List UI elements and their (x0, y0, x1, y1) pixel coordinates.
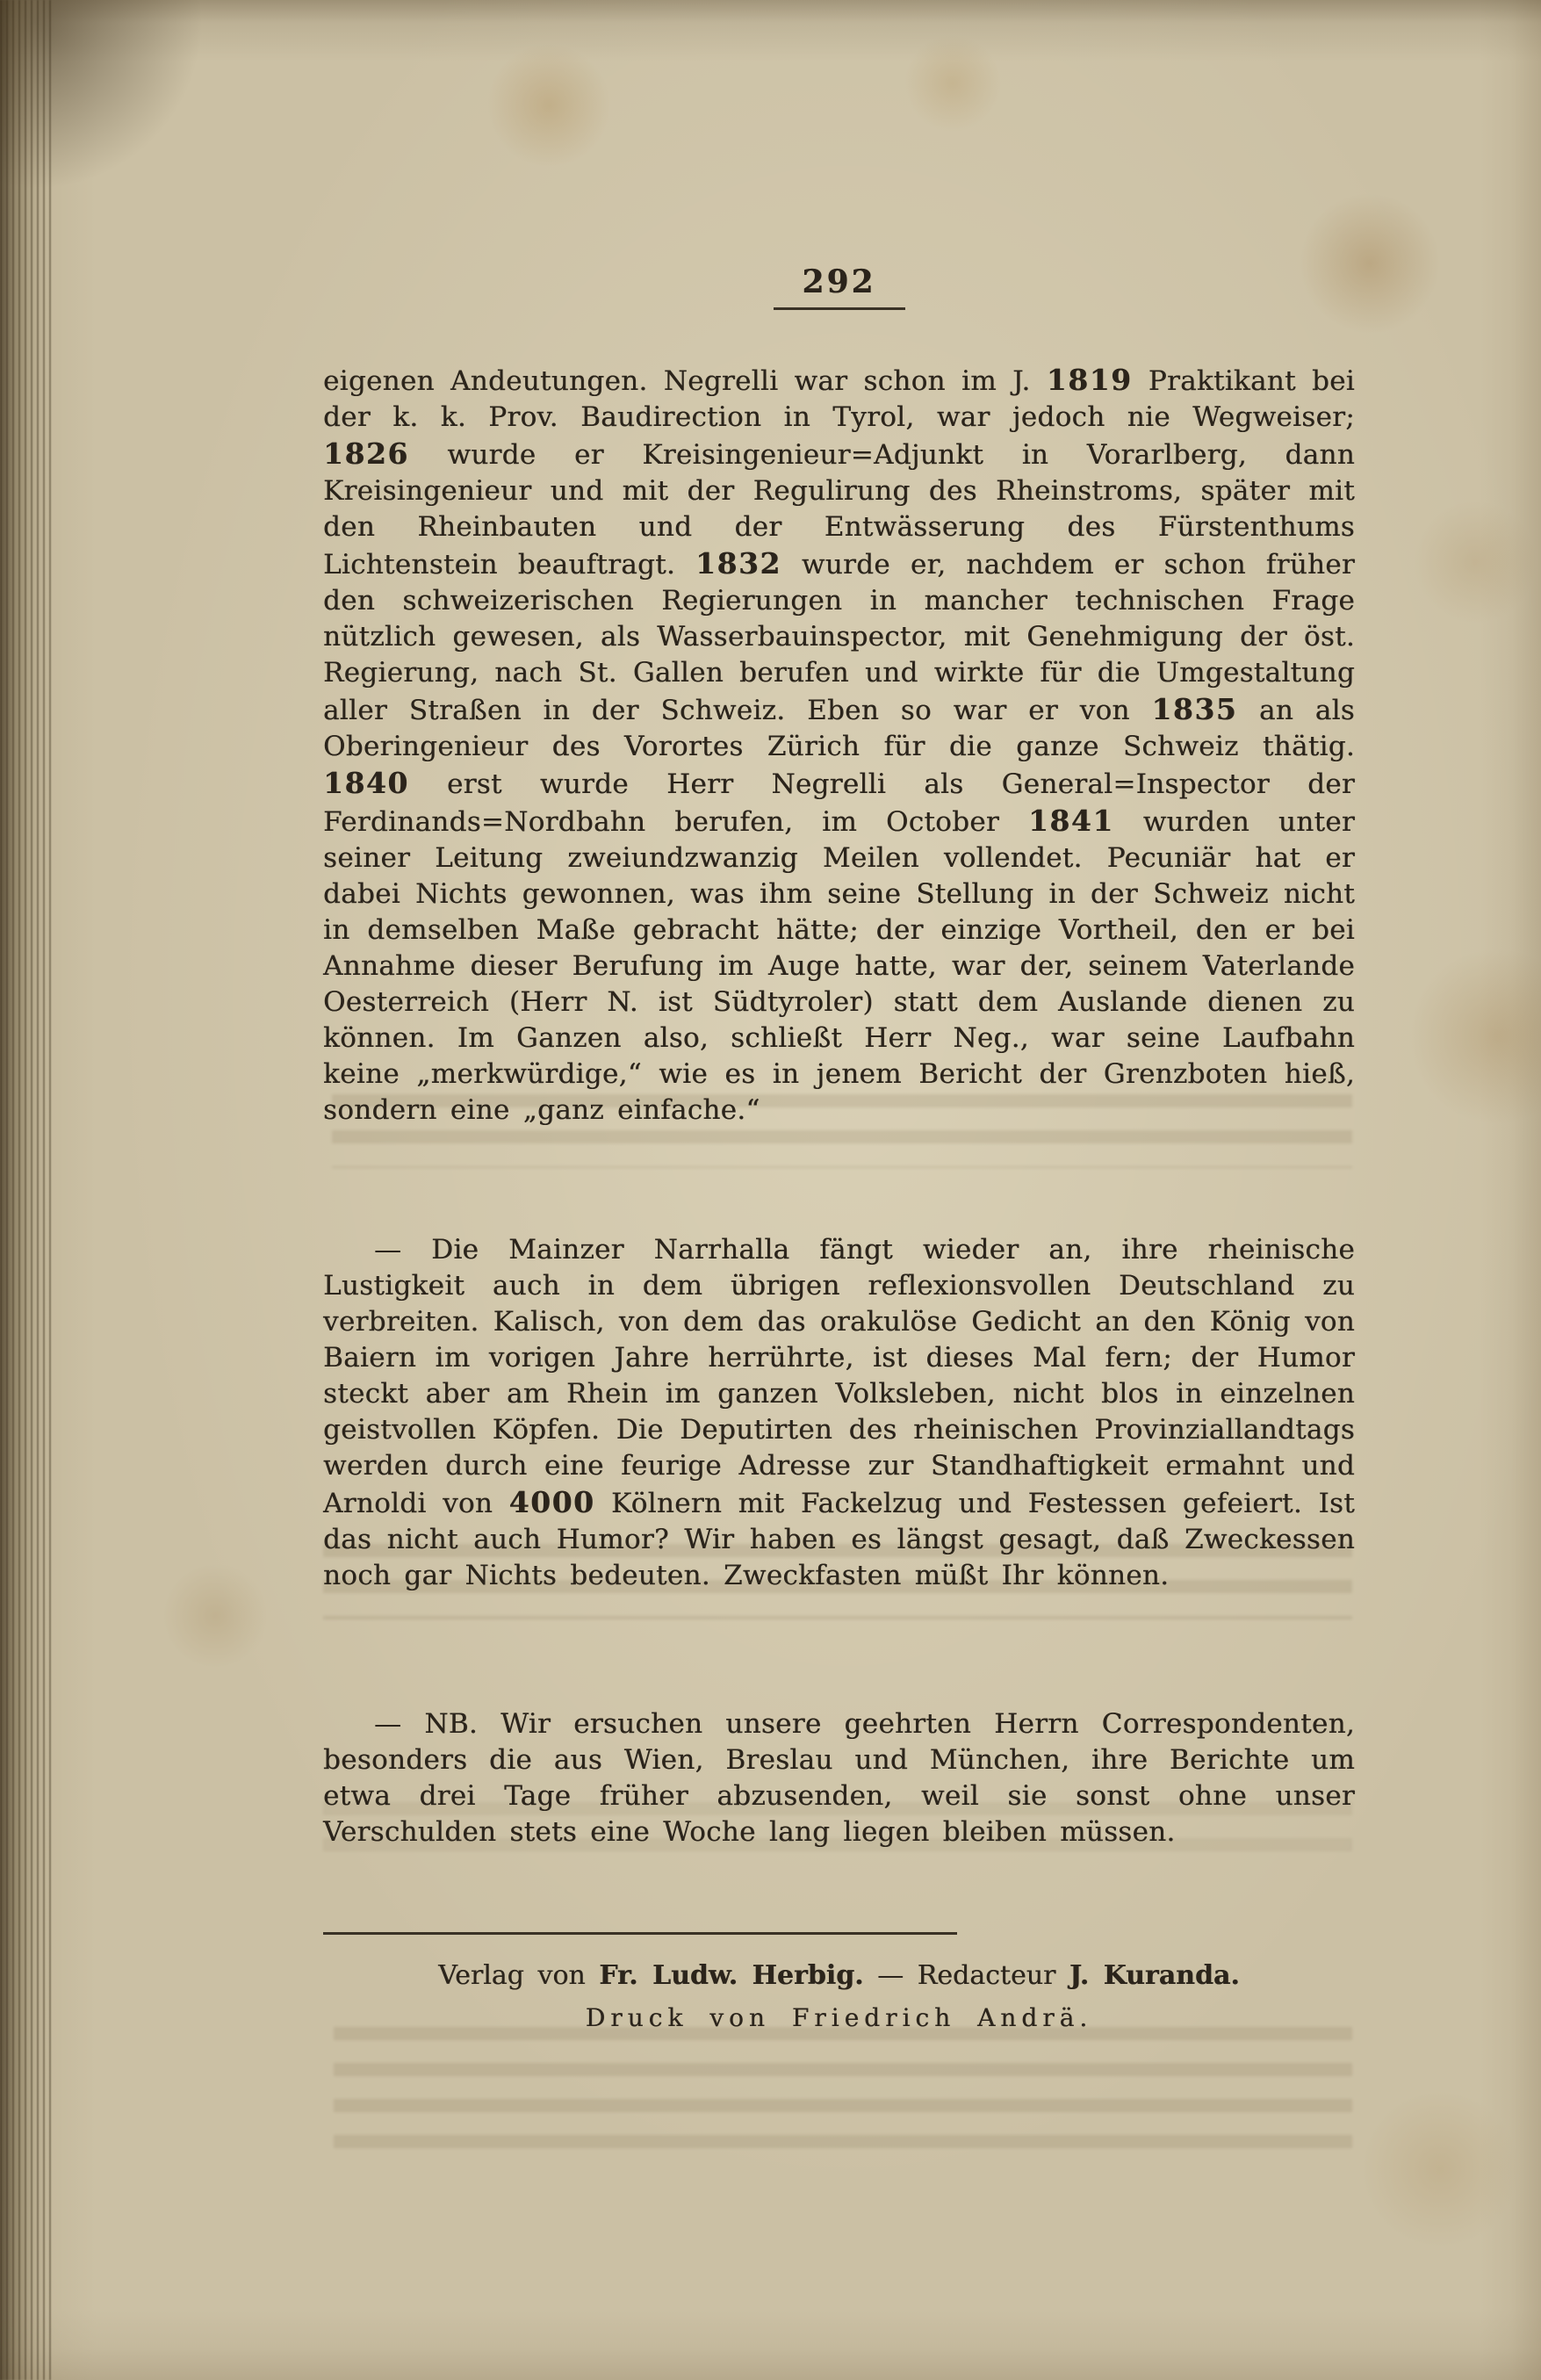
imprint-printer-line: Druck von Friedrich Andrä. (585, 2003, 1093, 2032)
text-segment: wurde er Kreisingenieur=Adjunkt in Vorarlberg, dann Kreisingenieur und mit der Regulirung des Rheinstroms, später mit den Rheinbauten und der Entwässerung des Fürstenthums Lichtenstein beauftragt. (323, 439, 1355, 581)
book-spine-page-edges (0, 0, 51, 2380)
text-segment: wurden unter seiner Leitung zweiundzwanzig Meilen vollendet. Pecuniär hat er dabei Nichts gewonnen, was ihm seine Stellung in der Schweiz nicht in demselben Maße gebracht hätte; der einzige Vortheil, den er bei Annahme dieser Berufung im Auge hatte, war der, seinem Vaterlande Oesterreich (Herr N. ist Südtyroler) statt dem Auslande dienen zu können. Im Ganzen also, schließt Herr Neg., war seine Laufbahn keine „merkwürdige,“ wie es in jenem Bericht der Grenzboten hieß, sondern eine „ganz einfache.“ (323, 806, 1355, 1126)
publisher-name: Fr. Ludw. Herbig. (599, 1960, 864, 1991)
year-1835: 1835 (1151, 692, 1238, 726)
imprint-footer (323, 1932, 1355, 2037)
text-segment: erst wurde Herr Negrelli als General=Inspector der Ferdinands=Nordbahn berufen, im October (323, 768, 1355, 838)
imprint-rule (323, 1932, 957, 1935)
body-paragraph-negrelli (323, 362, 1355, 1129)
editor-name: J. Kuranda. (1069, 1960, 1240, 1991)
text-segment: an als Oberingenieur des Vorortes Zürich für die ganze Schweiz thätig. (323, 695, 1355, 762)
text-column (323, 362, 1355, 1850)
page-header (323, 263, 1355, 310)
year-1832: 1832 (695, 546, 781, 581)
imprint-publisher-line (323, 1958, 1355, 1994)
text-segment: Verlag von (438, 1960, 600, 1991)
text-segment: wurde er, nachdem er schon früher den schweizerischen Regierungen in mancher technischen Frage nützlich gewesen, als Wasserbauinspector, mit Genehmigung der öst. Regierung, nach St. Gallen berufen und wirkte für die Umgestaltung aller Straßen in der Schweiz. Eben so war er von (323, 549, 1355, 726)
body-paragraph-nb-notice (323, 1706, 1355, 1850)
page-number-rule (774, 307, 905, 310)
page-number: 292 (802, 263, 876, 300)
text-segment: — Die Mainzer Narrhalla fängt wieder an, ihre rheinische Lustigkeit auch in dem übrigen reflexionsvollen Deutschland zu verbreiten. Kalisch, von dem das orakulöse Gedicht an den König von Baiern im vorigen Jahre herrührte, ist dieses Mal fern; der Humor steckt aber am Rhein im ganzen Volksleben, nicht blos in einzelnen geistvollen Köpfen. Die Deputirten des rheinischen Provinziallandtags werden durch eine feurige Adresse zur Standhaftigkeit ermahnt und Arnoldi von (323, 1234, 1355, 1519)
year-1840: 1840 (323, 766, 409, 800)
number-4000: 4000 (508, 1485, 595, 1519)
body-paragraph-narrhalla (323, 1232, 1355, 1594)
text-segment: Kölnern mit Fackelzug und Festessen gefeiert. Ist das nicht auch Humor? Wir haben es längst gesagt, daß Zweckessen noch gar Nichts bedeuten. Zweckfasten müßt Ihr können. (323, 1488, 1355, 1591)
year-1826: 1826 (323, 436, 409, 471)
text-segment: eigenen Andeutungen. Negrelli war schon im J. (323, 365, 1047, 397)
text-segment: — NB. Wir ersuchen unsere geehrten Herrn Correspondenten, besonders die aus Wien, Breslau und München, ihre Berichte um etwa drei Tage früher abzusenden, weil sie sonst ohne unser Verschulden stets eine Woche lang liegen bleiben müssen. (323, 1708, 1355, 1848)
text-segment: Praktikant bei der k. k. Prov. Baudirection in Tyrol, war jedoch nie Wegweiser; (323, 365, 1355, 433)
bleedthrough-text (334, 2027, 1352, 2155)
year-1841: 1841 (1027, 804, 1114, 838)
text-segment: — Redacteur (863, 1960, 1069, 1991)
year-1819: 1819 (1046, 363, 1133, 397)
